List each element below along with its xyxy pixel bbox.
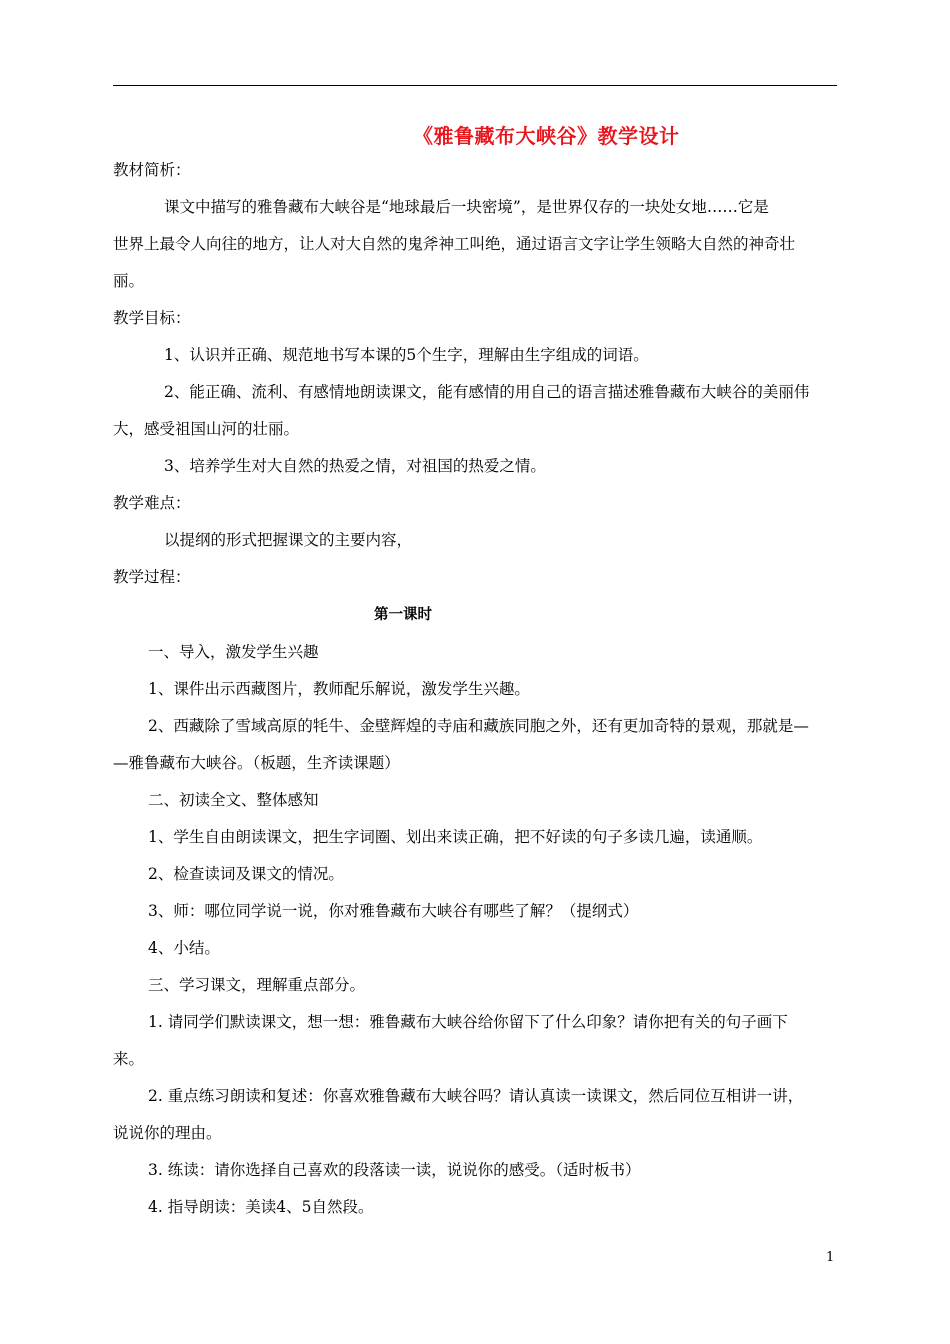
list-item: 1、学生自由朗读课文，把生字词圈、划出来读正确，把不好读的句子多读几遍，读通顺。 — [148, 828, 763, 846]
header-rule — [113, 85, 837, 86]
list-item: 3. 练读：请你选择自己喜欢的段落读一读，说说你的感受。（适时板书） — [148, 1161, 641, 1179]
step-heading: 二、初读全文、整体感知 — [148, 791, 319, 809]
heading-teaching-process: 教学过程： — [113, 568, 191, 586]
list-item-continuation: —雅鲁藏布大峡谷。（板题，生齐读课题） — [113, 754, 400, 772]
heading-teaching-difficulty: 教学难点： — [113, 494, 191, 512]
heading-teaching-goals: 教学目标： — [113, 309, 191, 327]
document-title: 《雅鲁藏布大峡谷》教学设计 — [413, 124, 680, 148]
list-item: 2、检查读词及课文的情况。 — [148, 865, 344, 883]
list-item: 2、西藏除了雪域高原的牦牛、金壁辉煌的寺庙和藏族同胞之外，还有更加奇特的景观，那就是— — [148, 717, 809, 735]
heading-materials-analysis: 教材简析： — [113, 161, 191, 179]
paragraph-line: 丽。 — [113, 272, 145, 290]
page-number: 1 — [826, 1250, 835, 1265]
list-item: 2. 重点练习朗读和复述：你喜欢雅鲁藏布大峡谷吗？请认真读一读课文，然后同位互相讲一讲， — [148, 1087, 804, 1105]
list-item: 4. 指导朗读：美读4、5自然段。 — [148, 1198, 374, 1216]
list-item: 3、师：哪位同学说一说，你对雅鲁藏布大峡谷有哪些了解？（提纲式） — [148, 902, 639, 920]
list-item: 1. 请同学们默读课文，想一想：雅鲁藏布大峡谷给你留下了什么印象？请你把有关的句子画下 — [148, 1013, 788, 1031]
step-heading: 一、导入，激发学生兴趣 — [148, 643, 319, 661]
list-item: 1、课件出示西藏图片，教师配乐解说，激发学生兴趣。 — [148, 680, 530, 698]
list-item: 3、培养学生对大自然的热爱之情，对祖国的热爱之情。 — [164, 457, 546, 475]
paragraph-line: 以提纲的形式把握课文的主要内容， — [164, 531, 413, 549]
list-item: 1、认识并正确、规范地书写本课的5个生字，理解由生字组成的词语。 — [164, 346, 649, 364]
section-first-lesson: 第一课时 — [374, 607, 432, 623]
paragraph-line: 课文中描写的雅鲁藏布大峡谷是“地球最后一块密境”，是世界仅存的一块处女地……它是 — [164, 198, 769, 216]
paragraph-line: 世界上最令人向往的地方，让人对大自然的鬼斧神工叫绝，通过语言文字让学生领略大自然的神奇壮 — [113, 235, 796, 253]
list-item-continuation: 来。 — [113, 1050, 145, 1068]
list-item: 2、能正确、流利、有感情地朗读课文，能有感情的用自己的语言描述雅鲁藏布大峡谷的美丽伟 — [164, 383, 810, 401]
list-item-continuation: 说说你的理由。 — [113, 1124, 222, 1142]
list-item: 4、小结。 — [148, 939, 220, 957]
list-item-continuation: 大，感受祖国山河的壮丽。 — [113, 420, 300, 438]
step-heading: 三、学习课文，理解重点部分。 — [148, 976, 366, 994]
